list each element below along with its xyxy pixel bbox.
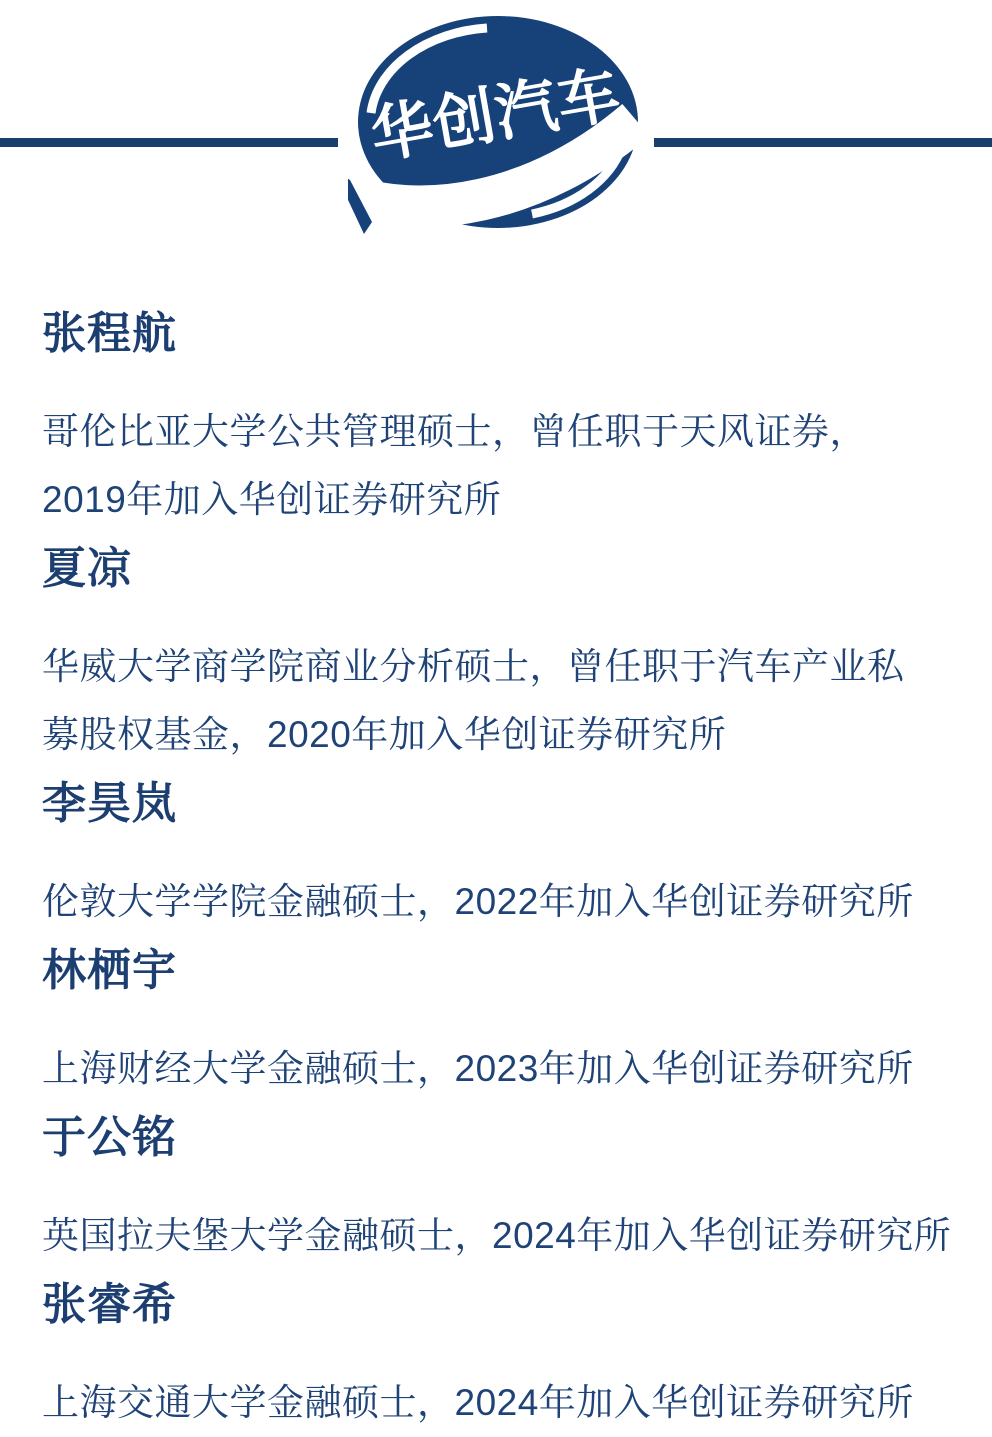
member-bio-line: 英国拉夫堡大学金融硕士，2024年加入华创证券研究所: [42, 1215, 952, 1256]
member-name: 张睿希: [42, 1280, 177, 1329]
member-bio-line: 2019年加入华创证券研究所: [42, 479, 502, 520]
member-section: [42, 310, 950, 534]
member-bio-line: 华威大学商学院商业分析硕士，曾任职于汽车产业私: [42, 646, 905, 687]
member-bio-line: 上海财经大学金融硕士，2023年加入华创证券研究所: [42, 1048, 914, 1089]
logo-wordmark: 华创汽车: [365, 59, 626, 172]
member-section: [42, 780, 950, 936]
logo-container: [338, 8, 654, 240]
member-name: 李昊岚: [42, 779, 177, 828]
member-section: [42, 1114, 950, 1270]
page-header: [0, 0, 992, 262]
member-bio-line: 伦敦大学学院金融硕士，2022年加入华创证券研究所: [42, 881, 914, 922]
member-bio-line: 上海交通大学金融硕士，2024年加入华创证券研究所: [42, 1382, 914, 1423]
huachuang-auto-logo-icon: [348, 8, 644, 240]
member-section: [42, 947, 950, 1103]
member-bio-line: 募股权基金，2020年加入华创证券研究所: [42, 714, 727, 755]
member-name: 林栖宇: [42, 946, 177, 995]
member-section: [42, 545, 950, 769]
team-bios: [0, 262, 992, 1437]
member-bio-line: 哥伦比亚大学公共管理硕士，曾任职于天风证券，: [42, 411, 867, 452]
member-name: 夏凉: [42, 544, 132, 593]
member-name: 于公铭: [42, 1113, 177, 1162]
member-name: 张程航: [42, 309, 177, 358]
